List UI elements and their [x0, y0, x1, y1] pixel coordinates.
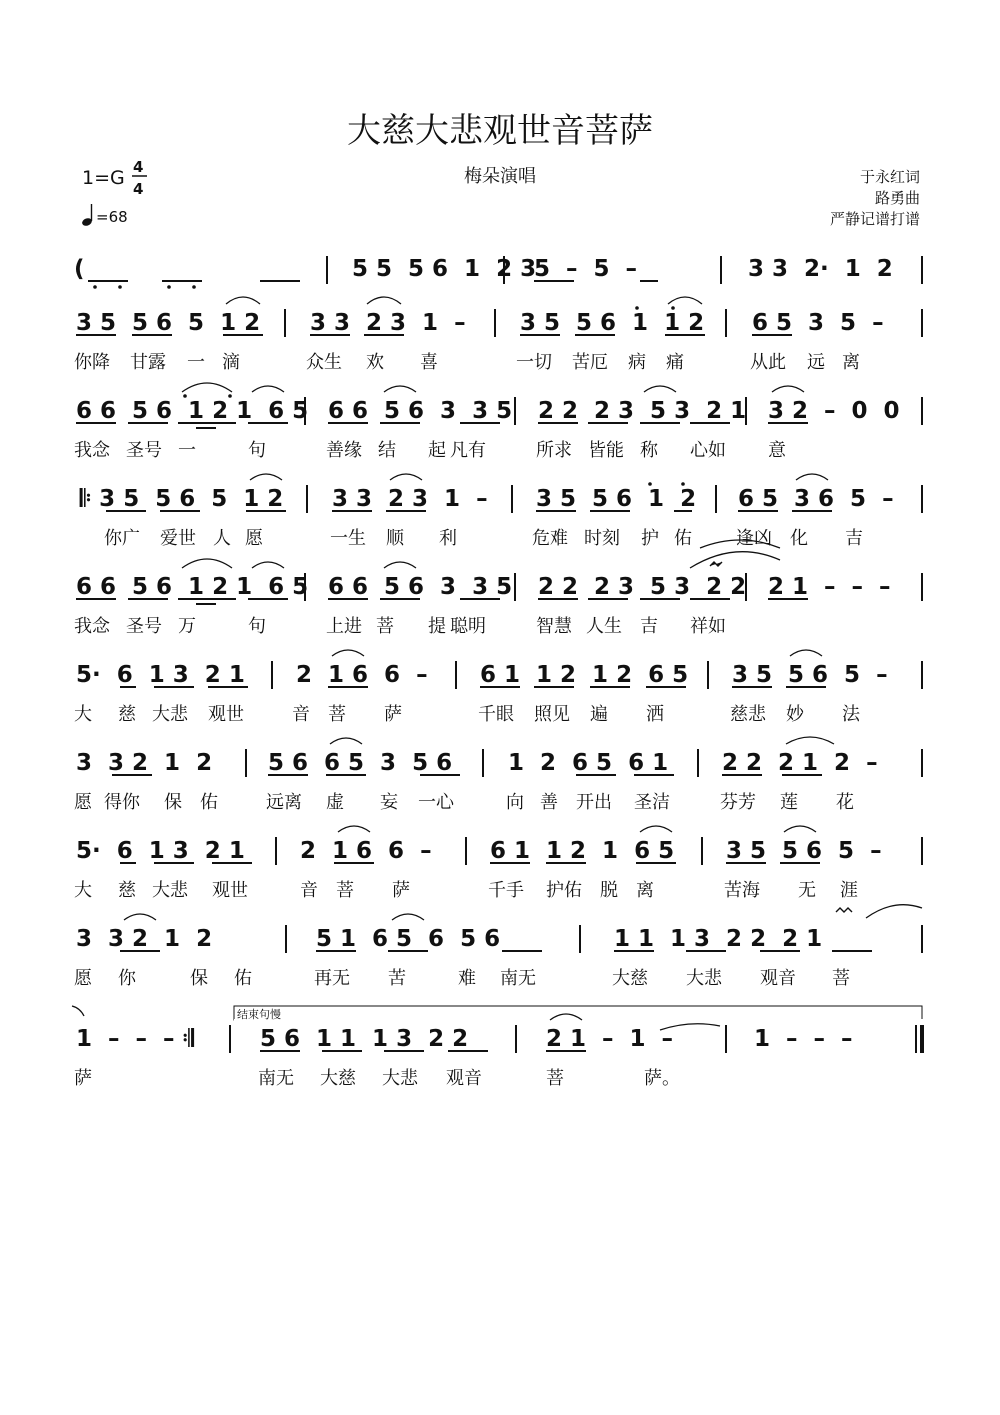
lyric: 大悲: [382, 1068, 418, 1089]
lyric: 远离: [266, 792, 302, 813]
music-row-3: [76, 383, 922, 428]
music-row-8: [76, 826, 922, 865]
lyric: 大: [74, 704, 92, 725]
lyric: 南无: [258, 1068, 294, 1089]
lyricist-credit: 于永红词: [859, 168, 920, 186]
lyric: 菩: [328, 704, 346, 725]
lyric: 佑: [200, 792, 218, 813]
lyric: 爱世: [160, 528, 196, 549]
lyric: 慈: [118, 704, 136, 725]
lyric: 脱: [600, 880, 618, 901]
lyric: 离: [842, 352, 860, 373]
notes: 2 1 – 1 –: [546, 1026, 674, 1052]
lyric: 大慈: [320, 1068, 356, 1089]
lyric: 音: [300, 880, 318, 901]
lyric: 人: [213, 528, 231, 549]
lyric-line-2: [74, 352, 860, 373]
lyric: 吉: [845, 528, 863, 549]
lyric-line-7: [74, 792, 854, 813]
lyric: 痛: [666, 352, 684, 373]
lyric: 善缘: [326, 440, 362, 461]
music-row-7: [76, 737, 922, 777]
notes: 2 2 2 1 2 –: [722, 750, 878, 776]
lyric: 大悲: [152, 880, 188, 901]
singer-credit: 梅朵演唱: [464, 166, 536, 187]
lyric: 起: [428, 440, 446, 461]
lyric: 大悲: [152, 704, 188, 725]
lyric: 一: [187, 352, 205, 373]
notes: 6 5 3 5 –: [752, 310, 884, 336]
lyric: 莲: [780, 792, 798, 813]
lyric: 一生: [330, 528, 366, 549]
lyric: 花: [836, 792, 854, 813]
lyric: 萨。: [644, 1068, 680, 1089]
lyric: 菩: [376, 616, 394, 637]
notes: 3 3 2 3 1 –: [332, 486, 488, 512]
lyric: 洒: [646, 704, 664, 725]
lyric: 保: [164, 792, 182, 813]
lyric: 慈悲: [730, 704, 766, 725]
notes: 2 1 6 6 –: [296, 662, 428, 688]
lyric: 芬芳: [720, 792, 756, 813]
notes: 2 1 – – –: [768, 574, 891, 600]
lyric: 祥如: [690, 616, 726, 637]
ending-marker: 结束句慢: [237, 1008, 281, 1021]
lyric-line-9: [74, 967, 850, 989]
lyric: 大: [74, 880, 92, 901]
notes: (: [74, 256, 85, 282]
lyric: 菩: [546, 1068, 564, 1089]
lyric: 涯: [840, 880, 858, 901]
lyric: 一: [178, 440, 196, 461]
lyric: 结: [378, 440, 396, 461]
lyric: 圣号: [126, 440, 162, 461]
lyric: 顺: [386, 528, 404, 549]
time-signature-top: 4: [133, 158, 144, 176]
lyric: 你降: [74, 352, 110, 373]
lyric: 再无: [314, 968, 350, 989]
lyric: 萨: [384, 704, 402, 725]
lyric: 苦厄: [572, 352, 608, 373]
lyric: 滴: [222, 352, 240, 373]
lyric: 句: [248, 440, 266, 461]
lyric: 你广: [104, 528, 140, 549]
lyric: 萨: [392, 880, 410, 901]
notes: 1 1 1 3 2 2 2 1: [614, 926, 823, 952]
lyric: 一心: [418, 792, 454, 813]
notes: 3 5 5 6 5 1 2: [76, 310, 261, 336]
notes: 6 6 5 6 3 3 5: [328, 574, 513, 600]
notes: 5· 6 1 3 2 1: [76, 662, 245, 688]
lyric-line-3: [74, 440, 786, 461]
lyric: 千眼: [478, 704, 514, 725]
lyric: 虚: [326, 792, 344, 813]
notes: 1 – – –: [754, 1026, 853, 1052]
lyric: 无: [798, 880, 816, 901]
notes: 5 1 6 5 6 5 6: [316, 926, 501, 952]
notes: 5· 6 1 3 2 1: [76, 838, 245, 864]
lyric: 愿: [245, 528, 263, 549]
notes: 1 2 6 5 6 1: [508, 750, 669, 776]
lyric: 妄: [380, 792, 398, 813]
notes: 3 3 2 3 1 –: [310, 310, 466, 336]
lyric: 照见: [534, 704, 570, 725]
notes: 3 3 2 1 2: [76, 750, 213, 776]
lyric: 护: [641, 528, 659, 549]
music-row-10: [72, 1006, 924, 1053]
composer-credit: 路勇曲: [874, 189, 920, 207]
lyric: 句: [248, 616, 266, 637]
lyric: 观音: [446, 1068, 482, 1089]
music-row-1: [74, 256, 922, 289]
lyric: 利: [439, 528, 457, 549]
key-signature: 1=G: [82, 167, 125, 189]
lyric: 佑: [234, 968, 252, 989]
lyric: 愿: [74, 792, 92, 813]
lyric: 圣号: [126, 616, 162, 637]
lyric: 心如: [690, 440, 726, 461]
notes: 5 6 1 1 1 3 2 2: [260, 1026, 469, 1052]
notes: 3 2 – 0 0: [768, 398, 900, 424]
lyric: 向: [506, 792, 524, 813]
music-row-6: [76, 650, 922, 689]
notes: 6 6 5 6 1 2 1 6 5: [76, 574, 309, 600]
lyric: 时刻: [584, 528, 620, 549]
notes: 3 5 5 6 1 2: [536, 486, 697, 512]
lyric: 护佑: [546, 880, 582, 901]
lyric: 化: [790, 528, 808, 549]
lyric: 菩: [832, 968, 850, 989]
notes: 6 6 5 6 1 2 1 6 5: [76, 398, 309, 424]
notes: 5 – 5 –: [534, 256, 638, 282]
notes: 6 6 5 6 3 3 5: [328, 398, 513, 424]
lyric-line-4: [104, 528, 863, 549]
lyric: 一切: [516, 352, 552, 373]
lyric: 法: [842, 704, 860, 725]
notes: 3 3 2 1 2: [76, 926, 213, 952]
lyric: 逢凶: [736, 528, 772, 549]
time-signature-bottom: 4: [133, 180, 144, 198]
lyric: 你: [118, 968, 136, 989]
lyric: 意: [768, 440, 786, 461]
lyric: 菩: [336, 880, 354, 901]
music-row-9: [76, 905, 922, 953]
music-row-5: [76, 552, 922, 604]
lyric: 上进: [326, 616, 362, 637]
lyric: 远: [807, 352, 825, 373]
lyric-line-6: [74, 704, 861, 725]
lyric: 众生: [306, 352, 342, 373]
lyric: 我念: [74, 616, 110, 637]
tempo-marking: =68: [96, 208, 128, 226]
lyric: 提: [428, 616, 446, 637]
notes: 6 1 1 2 1 2 6 5: [480, 662, 689, 688]
lyric: 人生: [586, 616, 622, 637]
lyric: 愿: [74, 968, 92, 989]
lyric: 病: [628, 352, 646, 373]
notes: 5 5 5 6 1 2 3: [352, 256, 537, 282]
notes: 6 5 3 6 5 –: [738, 486, 894, 512]
lyric: 观世: [212, 880, 248, 901]
lyric: 聪明: [450, 616, 486, 637]
notes: 2 2 2 3 5 3 2 2: [538, 574, 747, 600]
music-row-4: [79, 474, 922, 513]
lyric: 甘露: [130, 352, 166, 373]
notes: 5 6 6 5 3 5 6: [268, 750, 453, 776]
lyric: 萨: [74, 1068, 92, 1089]
lyric: 南无: [500, 968, 536, 989]
lyric: 苦: [388, 968, 406, 989]
notes: 1 – – – 𝄇: [76, 1026, 194, 1052]
lyric: 苦海: [724, 880, 760, 901]
lyric-line-10: [74, 1067, 680, 1089]
notes: 3 3 2· 1 2: [748, 256, 893, 282]
lyric: 皆能: [588, 440, 624, 461]
lyric: 千手: [488, 880, 524, 901]
lyric: 难: [458, 968, 476, 989]
lyric: 观音: [760, 968, 796, 989]
lyric: 遍: [590, 704, 608, 725]
lyric: 称: [640, 440, 658, 461]
lyric: 善: [540, 792, 558, 813]
song-title: 大慈大悲观世音菩萨: [347, 111, 653, 151]
lyric: 圣洁: [634, 792, 670, 813]
lyric: 喜: [420, 352, 438, 373]
lyric: 慈: [118, 880, 136, 901]
lyric-line-8: [74, 880, 858, 901]
notes: 2 2 2 3 5 3 2 1: [538, 398, 747, 424]
lyric: 从此: [750, 352, 786, 373]
notes: 3 5 5 6 1 1 2: [520, 310, 705, 336]
lyric: 凡有: [450, 440, 486, 461]
lyric: 音: [292, 704, 310, 725]
lyric: 开出: [576, 792, 612, 813]
lyric-line-5: [74, 616, 726, 637]
notes: 3 5 5 6 5 –: [726, 838, 882, 864]
lyric: 佑: [674, 528, 692, 549]
notes: 2 1 6 6 –: [300, 838, 432, 864]
notes: 6 1 1 2 1 6 5: [490, 838, 675, 864]
lyric: 吉: [640, 616, 658, 637]
lyric: 危难: [532, 528, 568, 549]
lyric: 智慧: [536, 616, 572, 637]
lyric: 所求: [536, 440, 572, 461]
notes: 𝄆 3 5 5 6 5 1 2: [80, 486, 284, 512]
lyric: 万: [178, 616, 196, 637]
lyric: 离: [636, 880, 654, 901]
lyric: 得你: [104, 792, 140, 813]
notes: 3 5 5 6 5 –: [732, 662, 888, 688]
lyric: 妙: [786, 704, 804, 725]
quarter-note-icon: [81, 204, 93, 227]
lyric: 保: [190, 968, 208, 989]
lyric: 欢: [366, 352, 384, 373]
lyric: 观世: [208, 704, 244, 725]
transcriber-credit: 严静记谱打谱: [829, 210, 920, 228]
lyric: 大悲: [686, 968, 722, 989]
lyric: 大慈: [612, 968, 648, 989]
lyric: 我念: [74, 440, 110, 461]
